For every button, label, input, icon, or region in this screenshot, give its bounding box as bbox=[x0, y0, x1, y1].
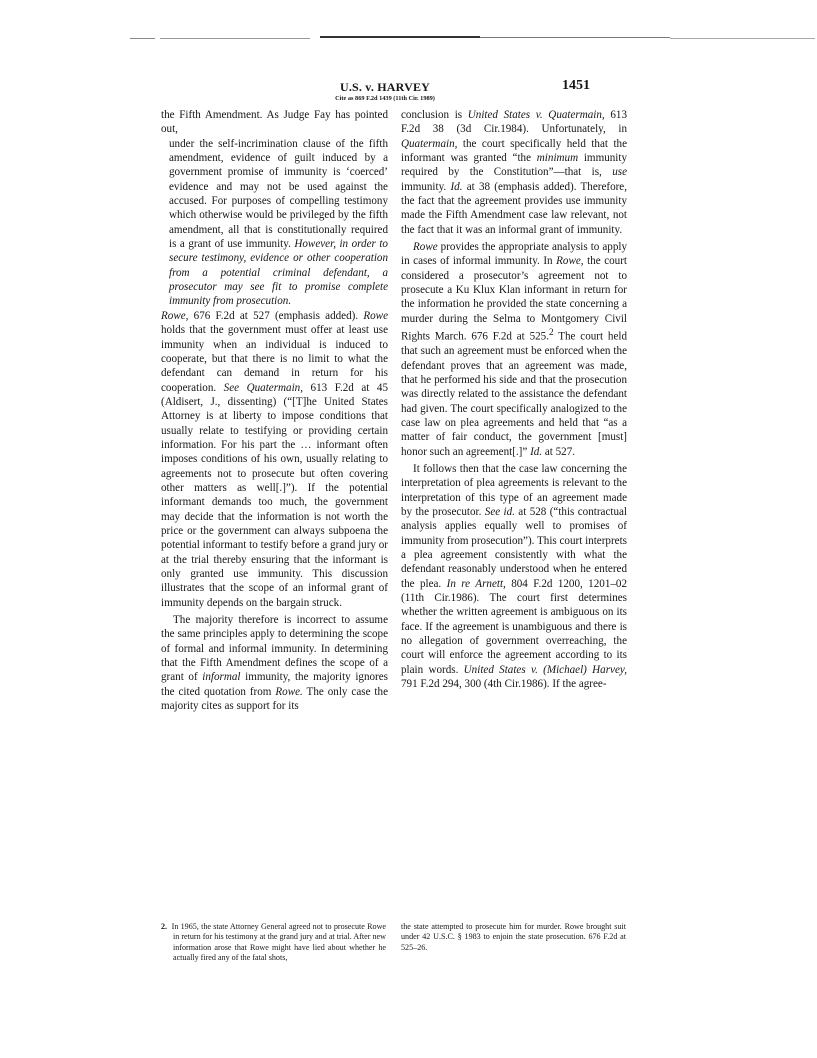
footnote-text: In 1965, the state Attorney General agreed not to prosecute Rowe in return for his testimony at the grand jury and at trial. After new information arose that Rowe might have lied about whether he actually fired any of the fatal shots, bbox=[171, 922, 387, 962]
left-column bbox=[161, 108, 388, 713]
footnote-continuation: the state attempted to prosecute him for murder. Rowe brought suit under 42 U.S.C. § 1983 to enjoin the state prosecution. 676 F.2d at 525–26. bbox=[401, 922, 626, 952]
paragraph: The majority therefore is incorrect to assume the same principles apply to determining the scope of formal and informal immunity. In determining that the Fifth Amendment defines the scope of a grant of informal immunity, the majority ignores the cited quotation from Rowe. The only case the majority cites as support for its bbox=[161, 614, 388, 713]
paragraph: Rowe, 676 F.2d at 527 (emphasis added). Rowe holds that the government must offer at least use immunity when an individual is induced to cooperate, but that there is no limit to what the defendant can demand in return for his cooperation. See Quatermain, 613 F.2d at 45 (Aldisert, J., dissenting) (“[T]he United States Attorney is at liberty to impose conditions that usually relate to testifying or providing certain information. For his part the … informant often imposes conditions of his own, usually relating to agreements not to prosecute but often covering other matters as well[.]”). If the potential informant demands too much, the government may decide that the information is not worth the price or the government can always subpoena the potential informant to testify before a grand jury or at the trial thereby ensuring that the informant is only granted use immunity. This discussion illustrates that the scope of an informal grant of immunity depends on the bargain struck. bbox=[161, 309, 389, 609]
paragraph: It follows then that the case law concerning the interpretation of plea agreements is relevant to the interpretation of this type of an agreement made by the prosecutor. See id. at 528 (“this contractual analysis applies equally well to promises of immunity from prosecution”). This court interprets a plea agreement consistently with what the defendant reasonably understood when he entered the plea. In re Arnett, 804 F.2d 1200, 1201–02 (11th Cir.1986). The court first determines whether the written agreement is ambiguous on its face. If the agreement is unambiguous and there is no allegation of government overreaching, the court will enforce the agreement according to its plain words. United States v. (Michael) Harvey, 791 F.2d 294, 300 (4th Cir.1986). If the agree- bbox=[401, 462, 628, 691]
scan-edge-line bbox=[160, 38, 310, 39]
case-title: U.S. v. HARVEY bbox=[339, 80, 431, 94]
quote-text: under the self-incrimination clause of the fifth amendment, evidence of guilt induced by a government promise of immunity is ‘coerced’ evidence and may not be used against the accused. For purposes of compelling testimony which otherwise would be privileged by the fifth amendment, all that is constitutionally required is a grant of use immunity. However, in order to secure testimony, evidence or other cooperation from a potential criminal defendant, a prosecutor may see fit to promise complete immunity from prosecution. bbox=[169, 137, 388, 308]
footnote-right bbox=[401, 922, 626, 953]
scan-edge-line bbox=[480, 37, 670, 38]
scan-edge-line bbox=[320, 36, 480, 38]
running-header bbox=[320, 80, 450, 102]
block-quote bbox=[169, 137, 388, 309]
footnote-left bbox=[161, 922, 386, 963]
footnote-number: 2. bbox=[161, 922, 168, 931]
paragraph: the Fifth Amendment. As Judge Fay has pointed out, bbox=[161, 109, 388, 136]
scan-edge-line bbox=[130, 38, 155, 39]
citation-line: Cite as 869 F.2d 1439 (11th Cir. 1989) bbox=[335, 95, 435, 102]
page-number: 1451 bbox=[562, 78, 590, 93]
scan-edge-line bbox=[670, 38, 815, 39]
right-column bbox=[401, 108, 627, 691]
paragraph: conclusion is United States v. Quatermain, 613 F.2d 38 (3d Cir.1984). Unfortunately, in Quatermain, the court specifically held that the informant was granted “the minimum immunity required by the Constitution”—that is, use immunity. Id. at 38 (emphasis added). Therefore, the fact that the agreement provides use immunity made the Fifth Amendment case law relevant, not the fact that it was an informal grant of immunity. bbox=[401, 109, 628, 236]
paragraph: Rowe provides the appropriate analysis to apply in cases of informal immunity. In Rowe, the court considered a prosecutor’s agreement not to prosecute a Ku Klux Klan informant in return for the information he provided the state concerning a murder during the Selma to Montgomery Civil Rights March. 676 F.2d at 525.$^2$ The court held that such an agreement must be enforced when the defendant proves that an agreement was made, that he performed his side and that the prosecution was directly related to the assistance the defendant had given. The court specifically analogized to the case law on plea agreements and held that “as a matter of fair conduct, the government [must] honor such an agreement[.]” Id. at 527. bbox=[401, 241, 627, 458]
